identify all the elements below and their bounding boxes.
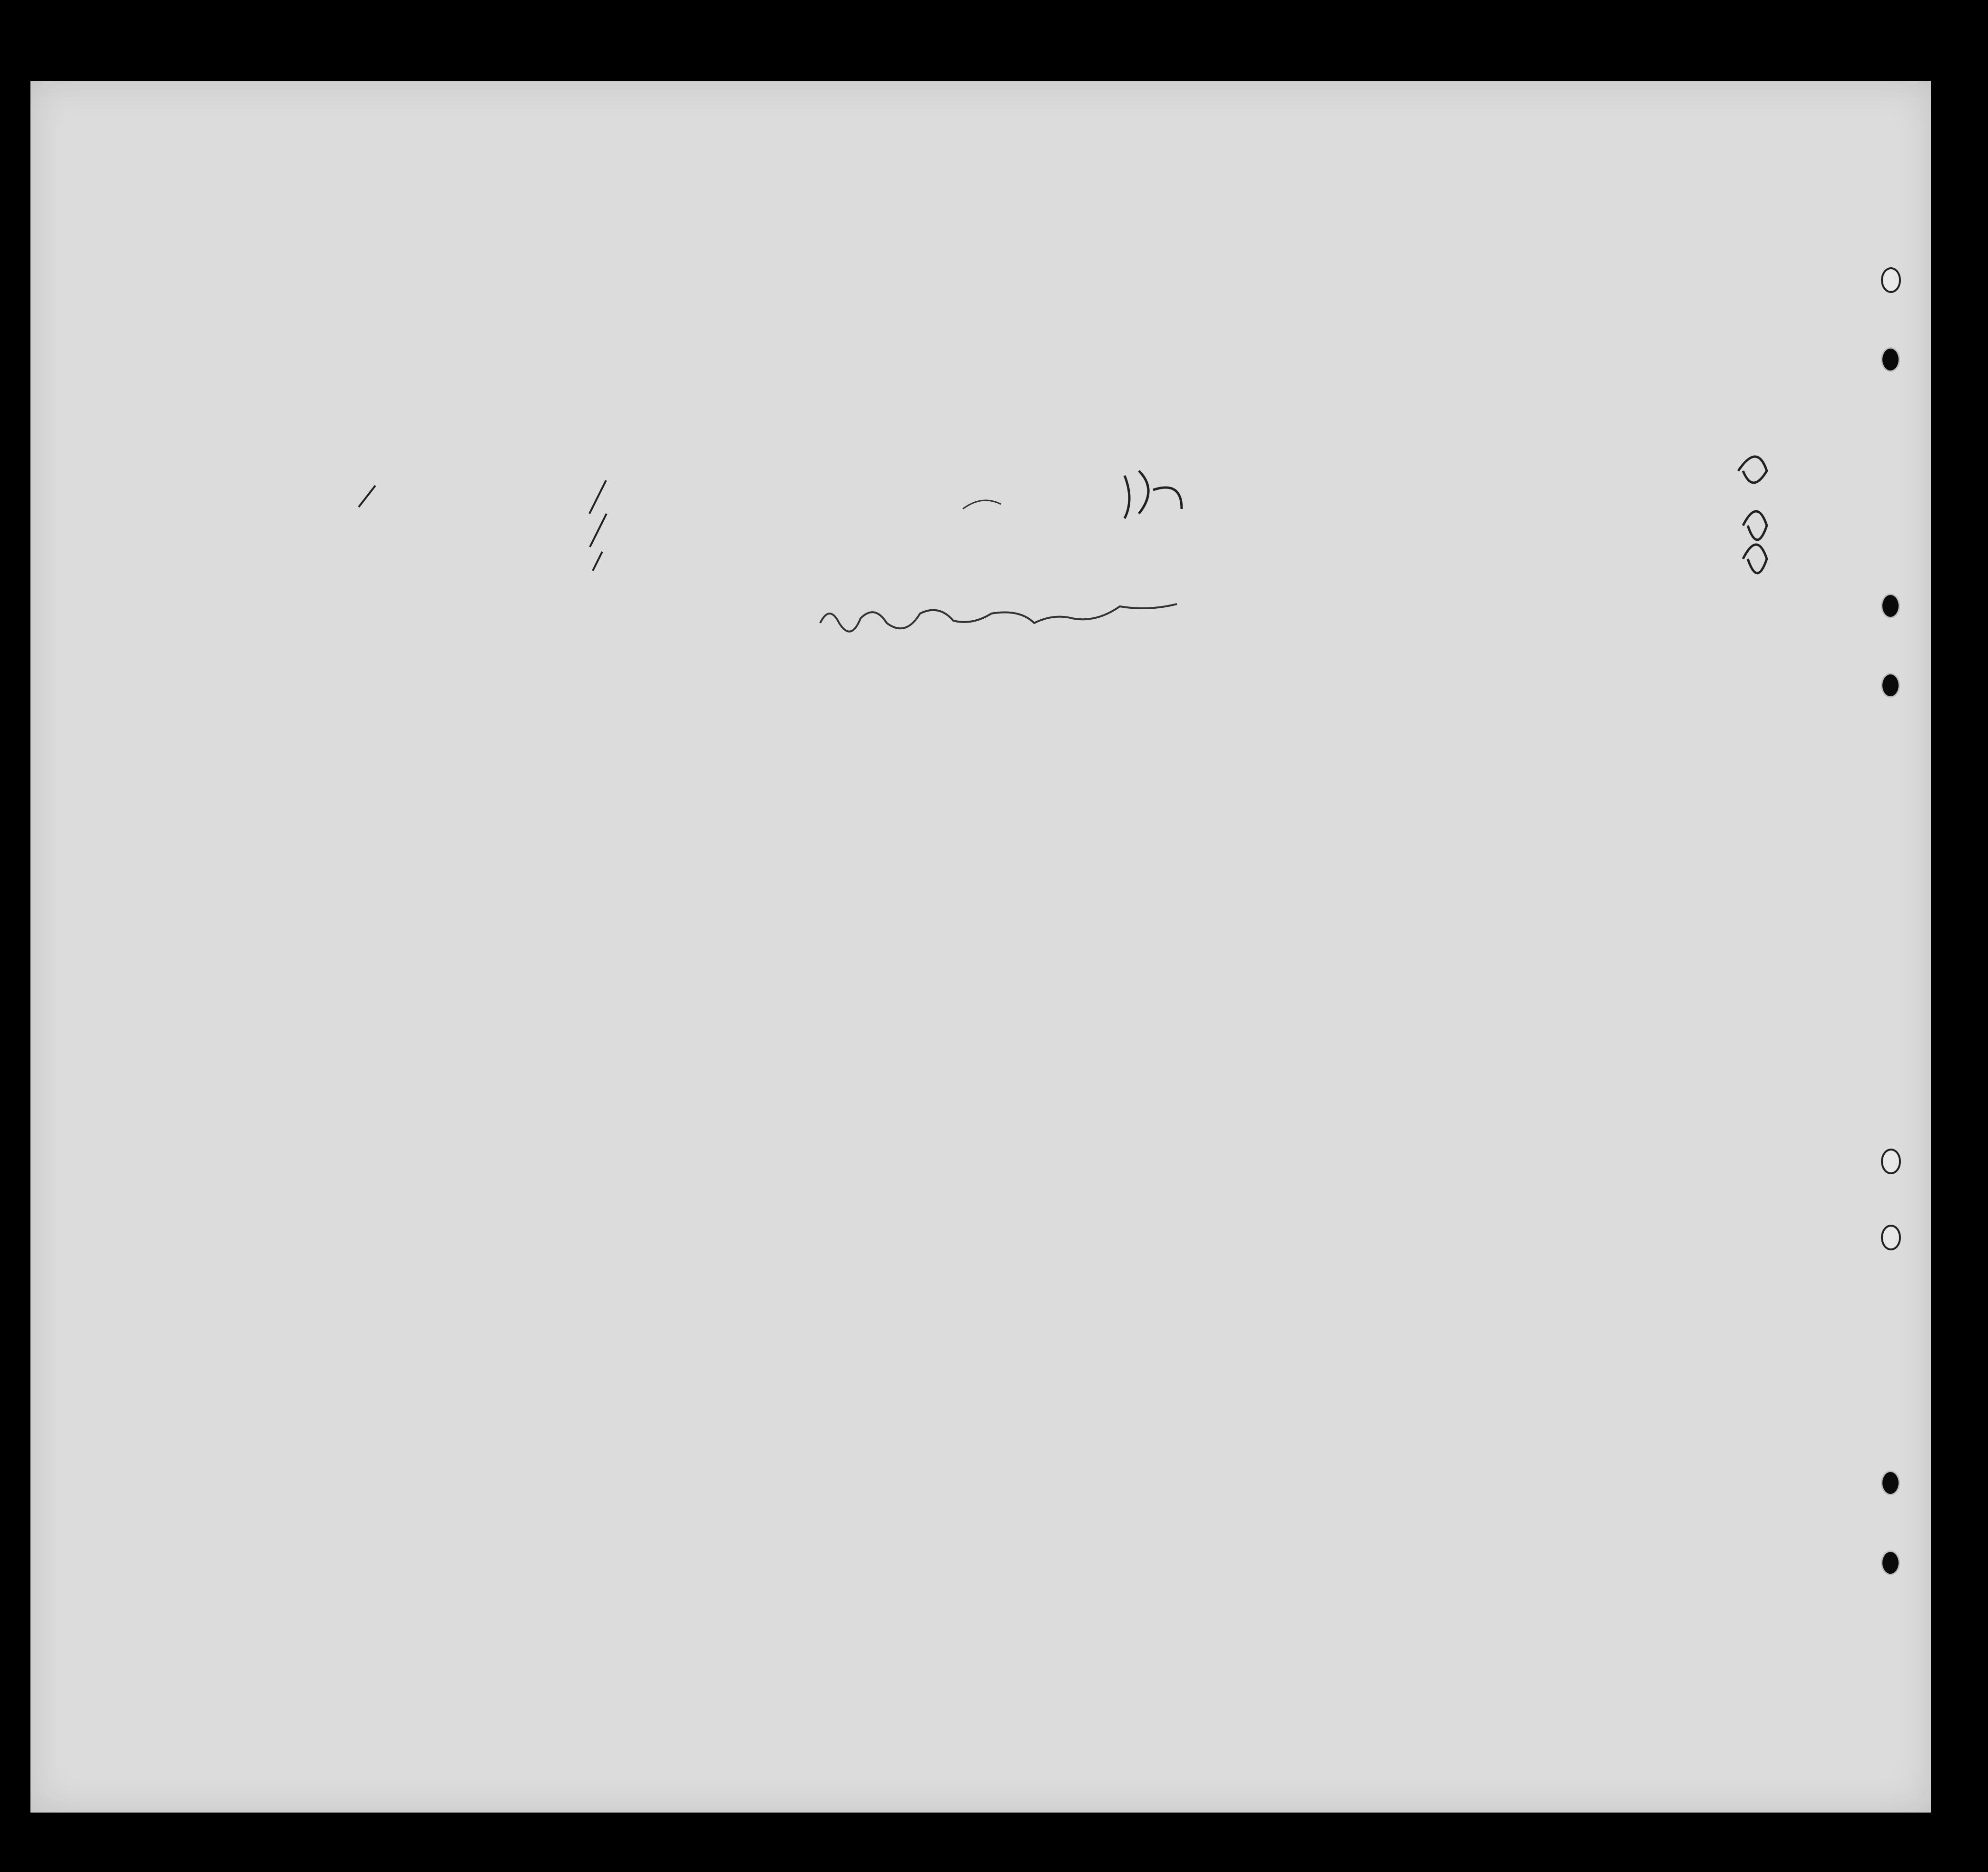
binder-hole — [1881, 594, 1900, 618]
binder-hole-open — [1881, 1225, 1901, 1250]
binder-hole — [1881, 1550, 1900, 1575]
binder-hole — [1881, 1471, 1900, 1495]
manifest-sheet — [30, 81, 1931, 1813]
binder-hole — [1881, 347, 1900, 372]
binder-hole — [1881, 673, 1900, 698]
binder-hole-open — [1881, 1149, 1901, 1174]
binder-hole-open — [1881, 267, 1901, 293]
table-grid — [30, 81, 1931, 1813]
